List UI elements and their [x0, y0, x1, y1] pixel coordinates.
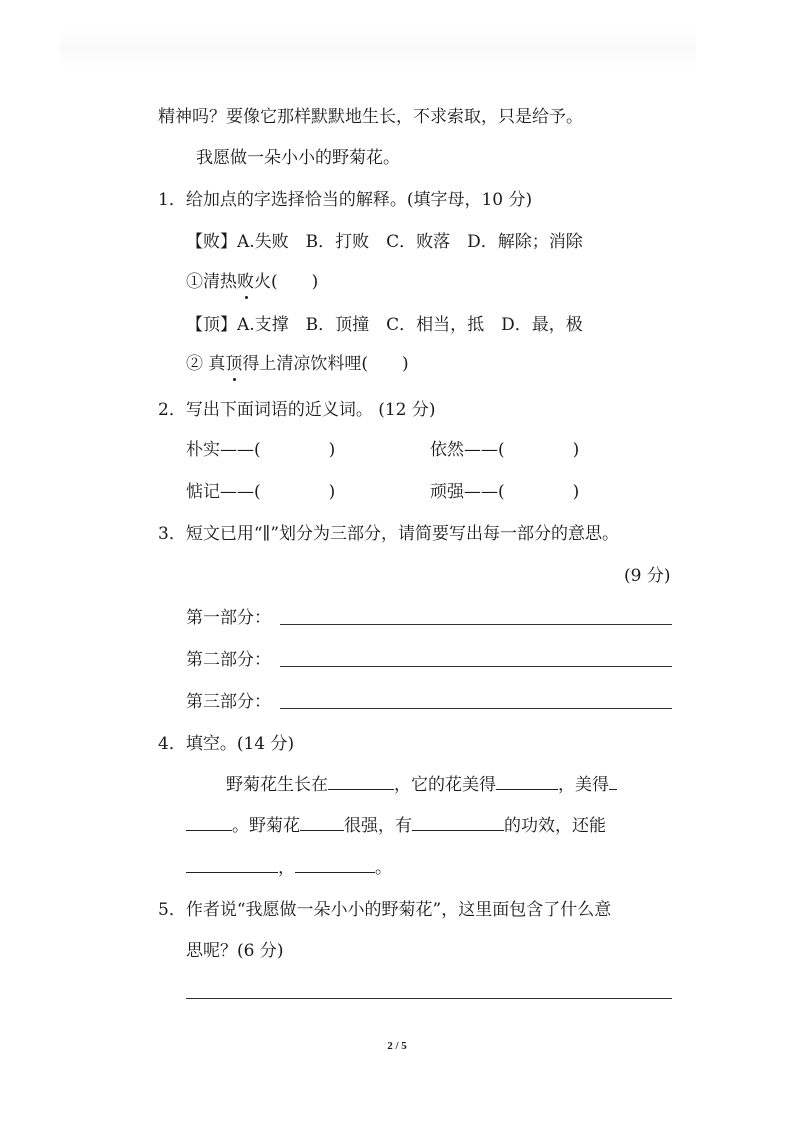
q3-part-3-label: 第三部分： — [186, 692, 271, 712]
q4-text-4: 。野菊花 — [232, 816, 300, 836]
q1-bai-options: 【败】A.失败 B．打败 C．败落 D．解除；消除 — [186, 232, 583, 252]
q3-part-2-label: 第二部分： — [186, 650, 271, 670]
q4-blank-3b[interactable] — [186, 814, 232, 831]
q4-line-1 — [226, 773, 617, 797]
q5-answer-line[interactable] — [186, 998, 672, 999]
dotted-char-ding: 顶 — [225, 354, 243, 374]
q4-blank-6[interactable] — [186, 856, 278, 873]
q1-ding-item — [186, 352, 409, 376]
header-band — [60, 28, 696, 68]
passage-line-1: 精神吗？要像它那样默默地生长，不求索取，只是给予。 — [158, 107, 583, 127]
q2-word-4: 顽强——( ) — [430, 482, 580, 502]
q4-blank-3a[interactable] — [609, 773, 617, 790]
q4-blank-2[interactable] — [496, 773, 558, 790]
q4-text-8: 。 — [375, 858, 392, 878]
q1-stem: 1．给加点的字选择恰当的解释。(填字母，10 分) — [158, 190, 533, 210]
q4-blank-1[interactable] — [328, 773, 394, 790]
q4-line-3 — [186, 856, 392, 880]
q2-stem: 2．写出下面词语的近义词。 (12 分) — [158, 400, 436, 420]
q3-part-1-line[interactable] — [280, 624, 672, 625]
q4-text-3: ，美得 — [558, 775, 609, 795]
q4-line-2 — [186, 814, 606, 838]
q3-part-2-line[interactable] — [280, 666, 672, 667]
q4-stem: 4．填空。(14 分) — [158, 734, 295, 754]
q4-blank-5[interactable] — [412, 814, 504, 831]
q4-blank-4[interactable] — [300, 814, 344, 831]
q4-text-6: 的功效，还能 — [504, 816, 606, 836]
q4-text-2: ，它的花美得 — [394, 775, 496, 795]
q3-part-3-line[interactable] — [280, 708, 672, 709]
q1-bai-item-prefix: ①清热 — [186, 272, 237, 292]
dotted-char-bai: 败 — [237, 272, 254, 292]
q1-ding-item-suffix: 得上清凉饮料哩( ) — [242, 354, 409, 374]
q4-text-5: 很强，有 — [344, 816, 412, 836]
q4-text-7: ， — [278, 858, 295, 878]
q2-word-1: 朴实——( ) — [186, 440, 336, 460]
passage-line-2: 我愿做一朵小小的野菊花。 — [196, 148, 400, 168]
q1-ding-item-prefix: ② 真 — [186, 354, 226, 374]
q3-stem: 3．短文已用“∥”划分为三部分，请简要写出每一部分的意思。 — [158, 524, 620, 544]
q3-score: (9 分) — [624, 566, 671, 586]
q4-blank-7[interactable] — [295, 856, 375, 873]
q2-word-3: 惦记——( ) — [186, 482, 336, 502]
q4-text-1: 野菊花生长在 — [226, 775, 328, 795]
q2-word-2: 依然——( ) — [430, 440, 580, 460]
page-number: 2 / 5 — [387, 1040, 407, 1052]
q5-stem-line-2: 思呢？(6 分) — [186, 941, 284, 961]
q5-stem-line-1: 5．作者说“我愿做一朵小小的野菊花”，这里面包含了什么意 — [158, 900, 612, 920]
q1-ding-options: 【顶】A.支撑 B．顶撞 C．相当，抵 D．最，极 — [186, 315, 583, 335]
q1-bai-item-suffix: 火( ) — [254, 272, 319, 292]
q1-bai-item — [186, 270, 318, 294]
q3-part-1-label: 第一部分： — [186, 608, 271, 628]
